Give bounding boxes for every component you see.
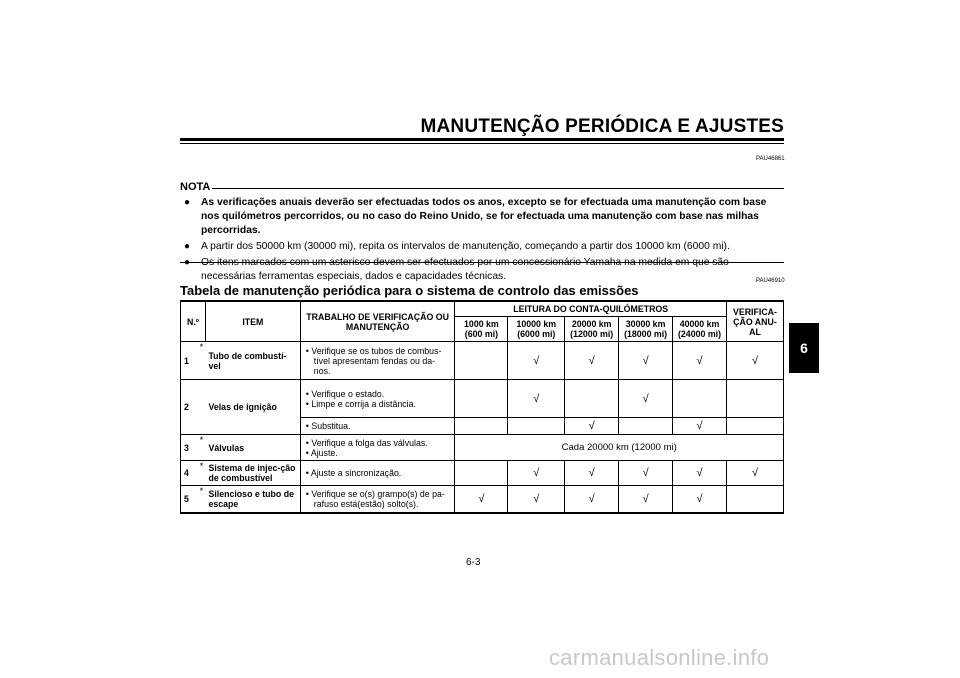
table-row: [181, 486, 784, 513]
check-mark: √: [508, 342, 565, 380]
row-number: 1: [181, 342, 198, 380]
check-mark: √: [619, 486, 673, 513]
chapter-tab: 6: [789, 323, 819, 373]
cell-empty: [455, 418, 508, 435]
bullet-icon: ●: [184, 197, 191, 208]
cell-empty: [726, 418, 783, 435]
row-item: Sistema de injec-ção de combustível: [205, 461, 300, 486]
row-number: 4: [181, 461, 198, 486]
check-mark: √: [565, 461, 619, 486]
title-rule: [180, 138, 784, 141]
cell-empty: [508, 418, 565, 435]
row-item: Tubo de combustí-vel: [205, 342, 300, 380]
row-item: Válvulas: [205, 435, 300, 461]
row-number: 3: [181, 435, 198, 461]
asterisk-mark: *: [197, 461, 205, 486]
nota-rule: [212, 188, 784, 189]
row-task: • Ajuste a sincronização.: [300, 461, 455, 486]
header-item: ITEM: [205, 301, 300, 342]
bullet-icon: [184, 256, 190, 270]
row-task: • Verifique se os tubos de combus-tível apresentam fendas ou da-nos.: [300, 342, 455, 380]
check-mark: √: [455, 486, 508, 513]
row-item: Velas de ignição: [205, 380, 300, 435]
header-num: N.º: [181, 301, 206, 342]
check-mark: √: [565, 486, 619, 513]
title-rule-thin: [180, 143, 784, 144]
watermark: carmanualsonline.info: [549, 645, 770, 670]
header-interval: 10000 km (6000 mi): [508, 317, 565, 342]
check-mark: √: [673, 418, 727, 435]
check-mark: √: [726, 461, 783, 486]
star-empty: [197, 380, 205, 435]
check-mark: √: [673, 342, 727, 380]
check-mark: √: [508, 486, 565, 513]
row-task: • Verifique o estado. • Limpe e corrija a distância.: [300, 380, 455, 418]
nota-bottom-rule: [180, 262, 784, 263]
header-interval: 1000 km (600 mi): [455, 317, 508, 342]
row-task: • Substitua.: [300, 418, 455, 435]
check-mark: √: [508, 461, 565, 486]
header-row: [181, 301, 784, 317]
row-item: Silencioso e tubo de escape: [205, 486, 300, 513]
cell-empty: [726, 486, 783, 513]
check-mark: √: [565, 418, 619, 435]
asterisk-mark: *: [197, 486, 205, 513]
asterisk-mark: *: [197, 342, 205, 380]
check-mark: √: [619, 461, 673, 486]
nota-heading: NOTA: [180, 181, 211, 193]
cell-empty: [619, 418, 673, 435]
reference-code: PAU46861: [756, 156, 785, 162]
interval-note: Cada 20000 km (12000 mi): [455, 435, 784, 461]
check-mark: √: [673, 461, 727, 486]
nota-item-text: As verificações anuais deverão ser efectuadas todos os anos, excepto se for efectuada uma manutenção com base nos quilómetros percorridos, ou no caso do Reino Unido, se for efectuada uma manutenção com base nas milhas percorridas.: [201, 197, 767, 236]
header-odometer: LEITURA DO CONTA-QUILÓMETROS: [455, 301, 727, 317]
header-interval: 30000 km (18000 mi): [619, 317, 673, 342]
nota-item: [184, 196, 784, 238]
header-interval: 40000 km (24000 mi): [673, 317, 727, 342]
row-number: 2: [181, 380, 198, 435]
bullet-icon: ●: [184, 241, 191, 252]
header-interval: 20000 km (12000 mi): [565, 317, 619, 342]
section-title: Tabela de manutenção periódica para o sistema de controlo das emissões: [180, 283, 639, 298]
cell-empty: [455, 342, 508, 380]
header-annual: VERIFICA-ÇÃO ANU-AL: [726, 301, 783, 342]
check-mark: √: [508, 380, 565, 418]
asterisk-mark: *: [197, 435, 205, 461]
nota-item: [184, 256, 784, 284]
section-reference-code: PAU46910: [756, 278, 785, 284]
cell-empty: [726, 380, 783, 418]
header-task: TRABALHO DE VERIFICAÇÃO OU MANUTENÇÃO: [300, 301, 455, 342]
check-mark: √: [619, 342, 673, 380]
check-mark: √: [673, 486, 727, 513]
table-row: [181, 435, 784, 461]
row-task: • Verifique se o(s) grampo(s) de pa-rafuso está(estão) solto(s).: [300, 486, 455, 513]
cell-empty: [673, 380, 727, 418]
nota-item-text: necessárias ferramentas especiais, dados e capacidades técnicas.: [201, 271, 507, 282]
check-mark: √: [565, 342, 619, 380]
cell-empty: [455, 380, 508, 418]
row-number: 5: [181, 486, 198, 513]
nota-item: [184, 240, 784, 254]
page-number: 6-3: [466, 557, 481, 568]
cell-empty: [455, 461, 508, 486]
check-mark: √: [726, 342, 783, 380]
check-mark: √: [619, 380, 673, 418]
page-title: MANUTENÇÃO PERIÓDICA E AJUSTES: [420, 116, 784, 137]
maintenance-table: [180, 300, 784, 514]
row-task: • Verifique a folga das válvulas. • Ajuste.: [300, 435, 455, 461]
table-row: [181, 461, 784, 486]
nota-list: [184, 196, 784, 286]
table-row: [181, 342, 784, 380]
nota-item-text: A partir dos 50000 km (30000 mi), repita os intervalos de manutenção, começando a partir dos 10000 km (6000 mi).: [201, 241, 730, 252]
table-row: [181, 380, 784, 418]
cell-empty: [565, 380, 619, 418]
